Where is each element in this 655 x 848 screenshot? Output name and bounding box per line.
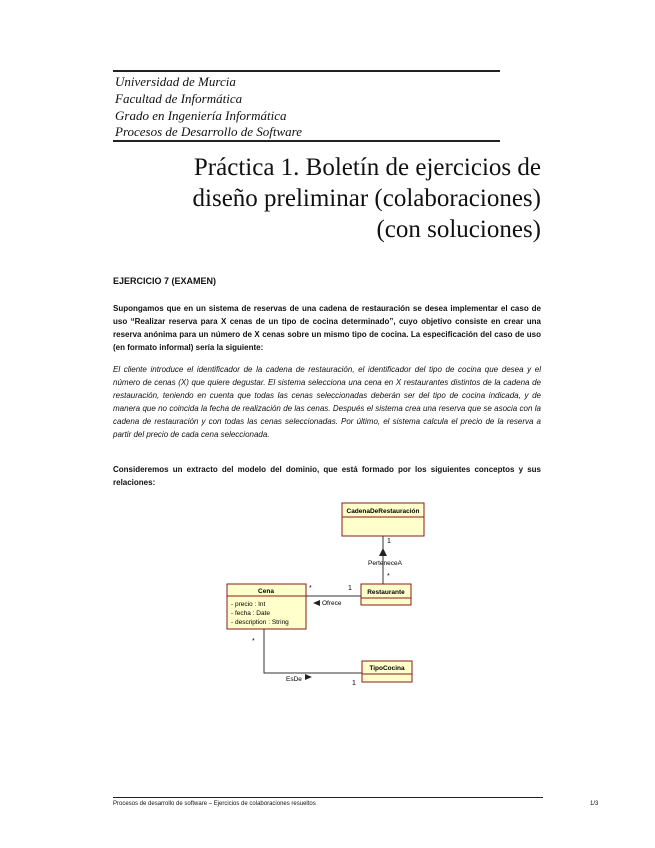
- intro-paragraph: Supongamos que en un sistema de reservas de una cadena de restauración se desea implementar el caso de uso “Realizar reserva para X cenas de un tipo de cocina determinado”, cuyo objetivo consiste en crear una reserva anónima para un número de X cenas sobre un mismo tipo de cocina. La especificación del caso de uso (en formato informal) sería la siguiente:: [113, 304, 541, 352]
- assoc-pertenece-label: PerteneceA: [368, 560, 402, 567]
- mult-rest-cena: 1: [348, 585, 352, 592]
- mult-cena-rest: *: [309, 585, 312, 592]
- title-line-1: Práctica 1. Boletín de ejercicios de: [193, 154, 541, 181]
- spec-paragraph: El cliente introduce el identificador de la cadena de restauración, el identificador del tipo de cocina que desea y el número de cenas (X) que quiere degustar. El sistema selecciona una cena en X restaurantes distintos de la cadena de restauración, teniendo en cuenta que todas las cenas seleccionadas deberán ser del tipo de cocina indicada, y de manera que no coincida la fecha de realización de las cenas. Después el sistema crea una reserva que se asocia con la cadena de restauración y con todas las cenas seleccionadas. Por último, el sistema calcula el precio de la reserva a partir del precio de cada cena seleccionada.: [113, 365, 541, 439]
- page-number: 1/3: [590, 801, 599, 807]
- class-cena-label: Cena: [258, 588, 274, 595]
- exercise-heading: EJERCICIO 7 (EXAMEN): [113, 276, 217, 286]
- class-cadena-label: CadenaDeRestauración: [346, 508, 420, 515]
- assoc-esde-label: EsDe: [286, 676, 302, 683]
- faculty-name: Facultad de Informática: [115, 91, 243, 106]
- mult-cena-tipo: *: [252, 638, 255, 645]
- footer-rule: [113, 797, 543, 798]
- assoc-ofrece-label: Ofrece: [322, 600, 342, 607]
- cena-attr-fecha: - fecha : Date: [231, 610, 271, 617]
- title-line-2: diseño preliminar (colaboraciones): [192, 185, 541, 212]
- mult-tipo: 1: [352, 680, 356, 687]
- mult-rest-top: *: [387, 573, 390, 580]
- class-restaurante-label: Restaurante: [367, 589, 405, 596]
- mult-cadena: 1: [387, 538, 391, 545]
- class-tipo-label: TipoCocina: [369, 665, 405, 672]
- degree-name: Grado en Ingeniería Informática: [115, 108, 287, 123]
- cena-attr-description: - description : String: [231, 619, 289, 626]
- footer-text: Procesos de desarrollo de software – Ejercicios de colaboraciones resueltos: [113, 801, 316, 807]
- course-name: Procesos de Desarrollo de Software: [115, 124, 303, 139]
- domain-paragraph: Consideremos un extracto del modelo del dominio, que está formado por los siguientes conceptos y sus relaciones:: [113, 465, 541, 487]
- title-line-3: (con soluciones): [376, 216, 541, 243]
- university-name: Universidad de Murcia: [115, 74, 236, 89]
- cena-attr-precio: - precio : Int: [231, 601, 266, 608]
